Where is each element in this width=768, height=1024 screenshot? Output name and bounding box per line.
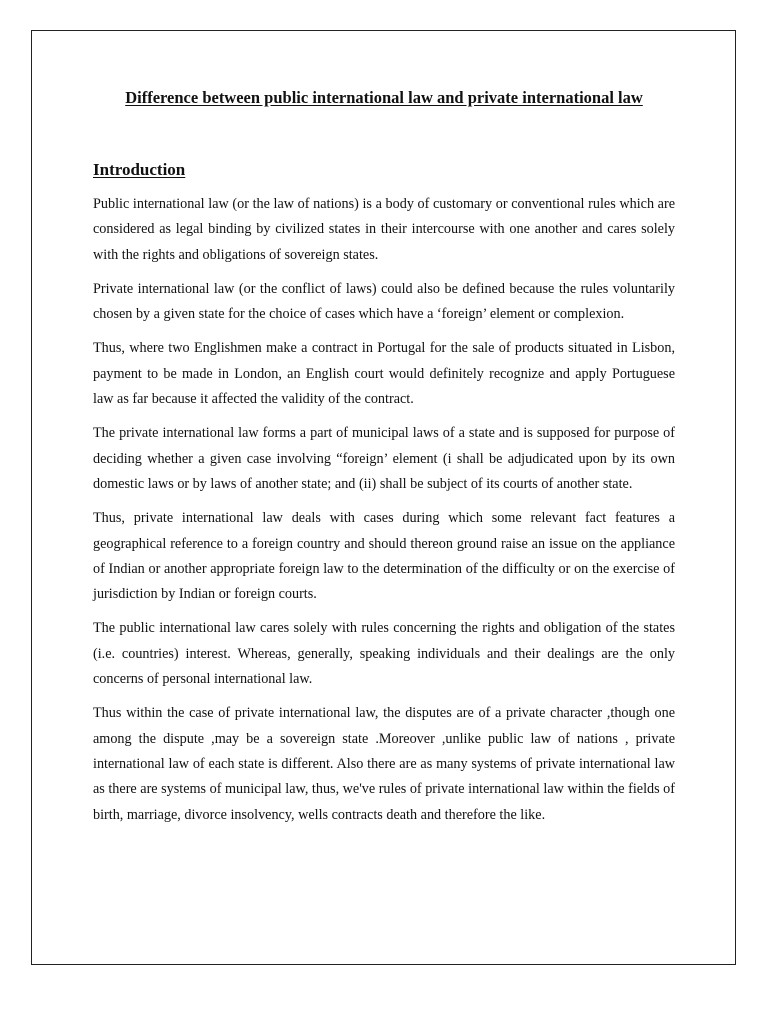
paragraph-1: Public international law (or the law of nations) is a body of customary or conventional rules which are considered as legal binding by civilized states in their intercourse with one another and cares solely with the rights and obligations of sovereign states. (93, 196, 675, 263)
paragraph-6: The public international law cares solely with rules concerning the rights and obligation of the states (i.e. countries) interest. Whereas, generally, speaking individuals and their dealings are the only concerns of personal international law. (93, 620, 675, 688)
paragraph-5: Thus, private international law deals with cases during which some relevant fact features a geographical reference to a foreign country and should thereon ground raise an issue on the appliance of Indian or another appropriate foreign law to the determination of the difficulty or on the exercise of jurisdiction by Indian or foreign courts. (93, 510, 675, 603)
paragraph-4: The private international law forms a part of municipal laws of a state and is supposed for purpose of deciding whether a given case involving “foreign’ element (i shall be adjudicated upon by its own domestic laws or by laws of another state; and (ii) shall be subject of its courts of another state. (93, 425, 675, 492)
section-heading-introduction: Introduction (93, 160, 186, 179)
document-title: Difference between public international law and private international law (125, 88, 643, 107)
document-body (93, 88, 675, 828)
paragraph-7: Thus within the case of private international law, the disputes are of a private character ,though one among the dispute ,may be a sovereign state .Moreover ,unlike public law of nations , private international law of each state is different. Also there are as many systems of private international law as there are systems of municipal law, thus, we've rules of private international law within the fields of birth, marriage, divorce insolvency, wells contracts death and therefore the like. (93, 705, 675, 823)
paragraph-2: Private international law (or the conflict of laws) could also be defined because the rules voluntarily chosen by a given state for the choice of cases which have a ‘foreign’ element or complexion. (93, 280, 675, 323)
paragraph-3: Thus, where two Englishmen make a contract in Portugal for the sale of products situated in Lisbon, payment to be made in London, an English court would definitely recognize and apply Portuguese law as far because it affected the validity of the contract. (93, 340, 675, 408)
